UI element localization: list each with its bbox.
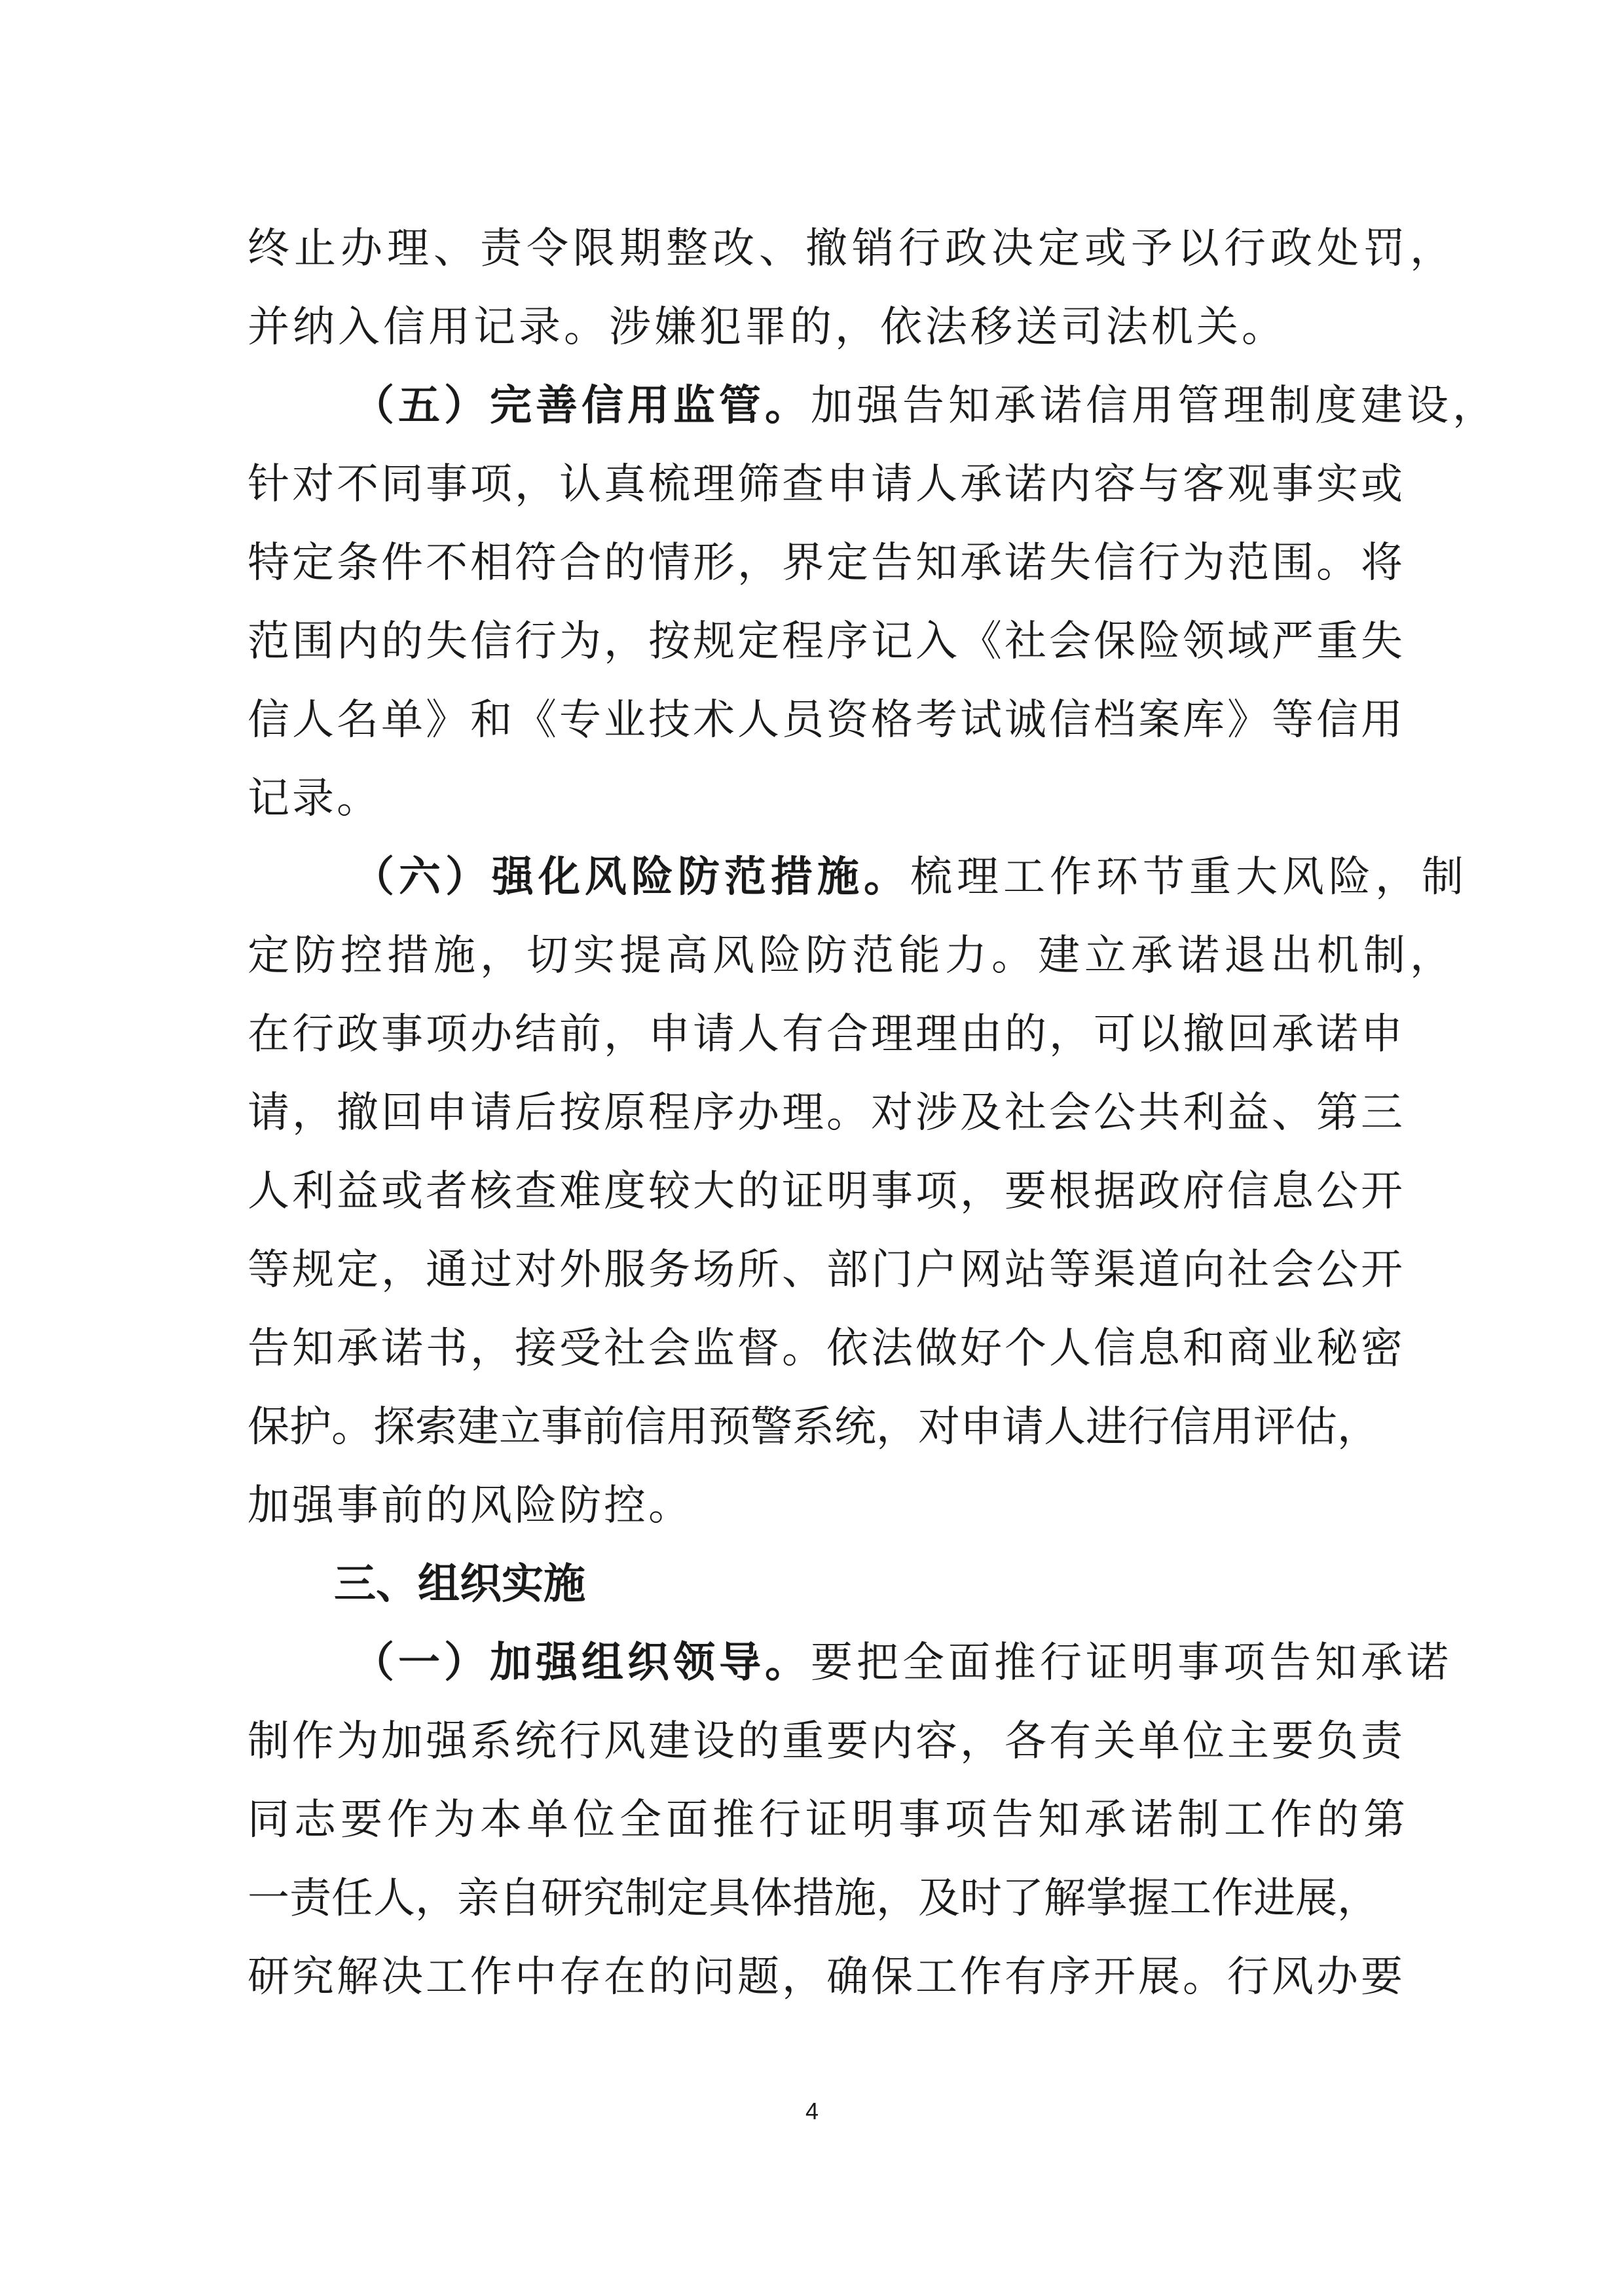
paragraph-line: [0, 1467, 1624, 1545]
subheading-line-one: [0, 1624, 1624, 1702]
subheading-line-six: [0, 838, 1624, 917]
line-text: 特定条件不相符合的情形，界定告知承诺失信行为范围。将: [248, 539, 1405, 587]
paragraph-line: [0, 759, 1624, 838]
paragraph-line: [0, 1309, 1624, 1388]
subheading-lead: （六）强化风险防范措施。: [352, 853, 910, 902]
subheading-line-five: [0, 367, 1624, 445]
line-text: 梳理工作环节重大风险，制: [910, 853, 1468, 902]
line-text: 信人名单》和《专业技术人员资格考试诚信档案库》等信用: [248, 696, 1405, 744]
paragraph-line: [0, 445, 1624, 524]
paragraph-line: [0, 681, 1624, 759]
paragraph-line: [0, 602, 1624, 681]
paragraph-line: [0, 1388, 1624, 1467]
line-text: 保护。探索建立事前信用预警系统，对申请人进行信用评估，: [248, 1403, 1379, 1451]
line-text: 研究解决工作中存在的问题，确保工作有序开展。行风办要: [248, 1953, 1405, 2001]
paragraph-line: [0, 1074, 1624, 1152]
line-content: [352, 1624, 1452, 1702]
line-text: 同志要作为本单位全面推行证明事项告知承诺制工作的第: [248, 1796, 1410, 1844]
paragraph-line: [0, 1702, 1624, 1781]
line-text: 人利益或者核查难度较大的证明事项，要根据政府信息公开: [248, 1167, 1405, 1216]
line-text: 范围内的失信行为，按规定程序记入《社会保险领域严重失: [248, 617, 1405, 666]
section-heading: [0, 1545, 1624, 1624]
line-text: 针对不同事项，认真梳理筛查申请人承诺内容与客观事实或: [248, 460, 1405, 509]
subheading-lead: （一）加强组织领导。: [352, 1639, 811, 1687]
paragraph-line: [0, 1781, 1624, 1859]
line-content: [352, 838, 1468, 917]
line-text: 等规定，通过对外服务场所、部门户网站等渠道向社会公开: [248, 1246, 1405, 1294]
paragraph-line: [0, 917, 1624, 995]
line-text: 终止办理、责令限期整改、撤销行政决定或予以行政处罚，: [248, 225, 1456, 273]
page-number: 4: [805, 2098, 819, 2124]
paragraph-line: [0, 1859, 1624, 1938]
paragraph-line: [0, 1152, 1624, 1231]
paragraph-line: [0, 1938, 1624, 2016]
line-text: 记录。: [248, 774, 381, 823]
line-text: 加强告知承诺信用管理制度建设，: [811, 382, 1498, 430]
paragraph-line: [0, 288, 1624, 367]
paragraph-line: [0, 210, 1624, 288]
line-text: 加强事前的风险防控。: [248, 1482, 693, 1530]
line-text: 制作为加强系统行风建设的重要内容，各有关单位主要负责: [248, 1717, 1405, 1766]
section-heading-text: 三、组织实施: [334, 1560, 585, 1609]
line-text: 定防控措施，切实提高风险防范能力。建立承诺退出机制，: [248, 932, 1456, 980]
subheading-lead: （五）完善信用监管。: [352, 382, 811, 430]
line-text: 告知承诺书，接受社会监督。依法做好个人信息和商业秘密: [248, 1324, 1405, 1373]
line-text: 在行政事项办结前，申请人有合理理由的，可以撤回承诺申: [248, 1010, 1405, 1059]
line-content: [352, 367, 1498, 445]
line-text: 要把全面推行证明事项告知承诺: [811, 1639, 1452, 1687]
paragraph-line: [0, 1231, 1624, 1309]
line-text: 一责任人，亲自研究制定具体措施，及时了解掌握工作进展，: [248, 1874, 1379, 1923]
line-text: 并纳入信用记录。涉嫌犯罪的，依法移送司法机关。: [248, 303, 1287, 352]
line-text: 请，撤回申请后按原程序办理。对涉及社会公共利益、第三: [248, 1089, 1405, 1137]
paragraph-line: [0, 995, 1624, 1074]
paragraph-line: [0, 524, 1624, 602]
